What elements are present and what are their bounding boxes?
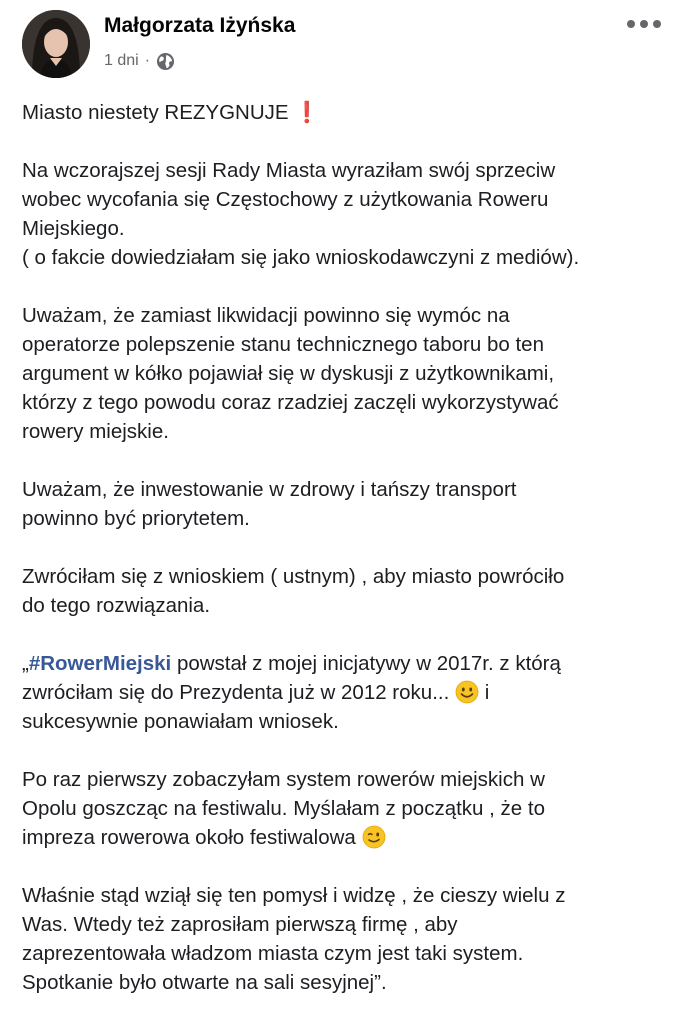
p7-line-1: Po raz pierwszy zobaczyłam system rowerów miejskich w xyxy=(22,768,545,791)
more-options-button[interactable] xyxy=(623,8,665,40)
paragraph-5 xyxy=(22,562,662,620)
paragraph-8 xyxy=(22,881,662,997)
exclamation-emoji: ❗ xyxy=(294,101,320,124)
p6-line-3: sukcesywnie ponawiałam wniosek. xyxy=(22,710,339,733)
p2-line-2: wobec wycofania się Częstochowy z użytkowania Roweru xyxy=(22,188,549,211)
paragraph-4 xyxy=(22,475,662,533)
p5-line-2: do tego rozwiązania. xyxy=(22,594,211,617)
p1-text: Miasto niestety REZYGNUJE xyxy=(22,101,289,124)
p3-line-3: argument w kółko pojawiał się w dyskusji z użytkownikami, xyxy=(22,362,555,385)
p6-line-1: powstał z mojej inicjatywy w 2017r. z którą xyxy=(171,652,561,675)
avatar-photo xyxy=(22,10,90,78)
smiling-face-emoji-icon xyxy=(455,680,479,704)
post-header xyxy=(0,0,683,86)
more-horizontal-icon xyxy=(626,19,662,29)
p3-line-5: rowery miejskie. xyxy=(22,420,169,443)
p6-line-2: zwróciłam się do Prezydenta już w 2012 roku... xyxy=(22,681,450,704)
p8-line-1: Właśnie stąd wziął się ten pomysł i widzę , że cieszy wielu z xyxy=(22,884,566,907)
p5-line-1: Zwróciłam się z wnioskiem ( ustnym) , aby miasto powróciło xyxy=(22,565,565,588)
winking-face-emoji-icon xyxy=(362,825,386,849)
paragraph-2 xyxy=(22,156,662,272)
post-time[interactable]: 1 dni xyxy=(104,52,139,69)
p3-line-2: operatorze polepszenie stanu technicznego taboru bo ten xyxy=(22,333,544,356)
p3-line-1: Uważam, że zamiast likwidacji powinno się wymóc na xyxy=(22,304,510,327)
p2-line-3: Miejskiego. xyxy=(22,217,125,240)
opening-quote: „ xyxy=(22,652,29,675)
p8-line-2: Was. Wtedy też zaprosiłam pierwszą firmę , aby xyxy=(22,913,458,936)
p7-line-3: impreza rowerowa około festiwalowa xyxy=(22,826,356,849)
post-meta xyxy=(104,50,175,72)
p2-line-4: ( o fakcie dowiedziałam się jako wnioskodawczyni z mediów). xyxy=(22,246,580,269)
p4-line-2: powinno być priorytetem. xyxy=(22,507,250,530)
p8-line-3: zaprezentowała władzom miasta czym jest taki system. xyxy=(22,942,524,965)
post-body xyxy=(22,98,662,1026)
p8-line-4: Spotkanie było otwarte na sali sesyjnej”. xyxy=(22,971,387,994)
paragraph-6 xyxy=(22,649,662,736)
globe-icon[interactable] xyxy=(156,52,175,71)
author-name[interactable]: Małgorzata Iżyńska xyxy=(104,14,296,37)
p6-line-2-end: i xyxy=(484,681,490,704)
hashtag-link[interactable]: #RowerMiejski xyxy=(28,652,172,675)
p4-line-1: Uważam, że inwestowanie w zdrowy i tańszy transport xyxy=(22,478,517,501)
meta-separator: · xyxy=(144,52,151,69)
paragraph-1 xyxy=(22,98,662,127)
p2-line-1: Na wczorajszej sesji Rady Miasta wyraziłam swój sprzeciw xyxy=(22,159,556,182)
paragraph-7 xyxy=(22,765,662,852)
p7-line-2: Opolu goszcząc na festiwalu. Myślałam z początku , że to xyxy=(22,797,545,820)
avatar[interactable] xyxy=(22,10,90,78)
paragraph-3 xyxy=(22,301,662,446)
p3-line-4: którzy z tego powodu coraz rzadziej zaczęli wykorzystywać xyxy=(22,391,559,414)
